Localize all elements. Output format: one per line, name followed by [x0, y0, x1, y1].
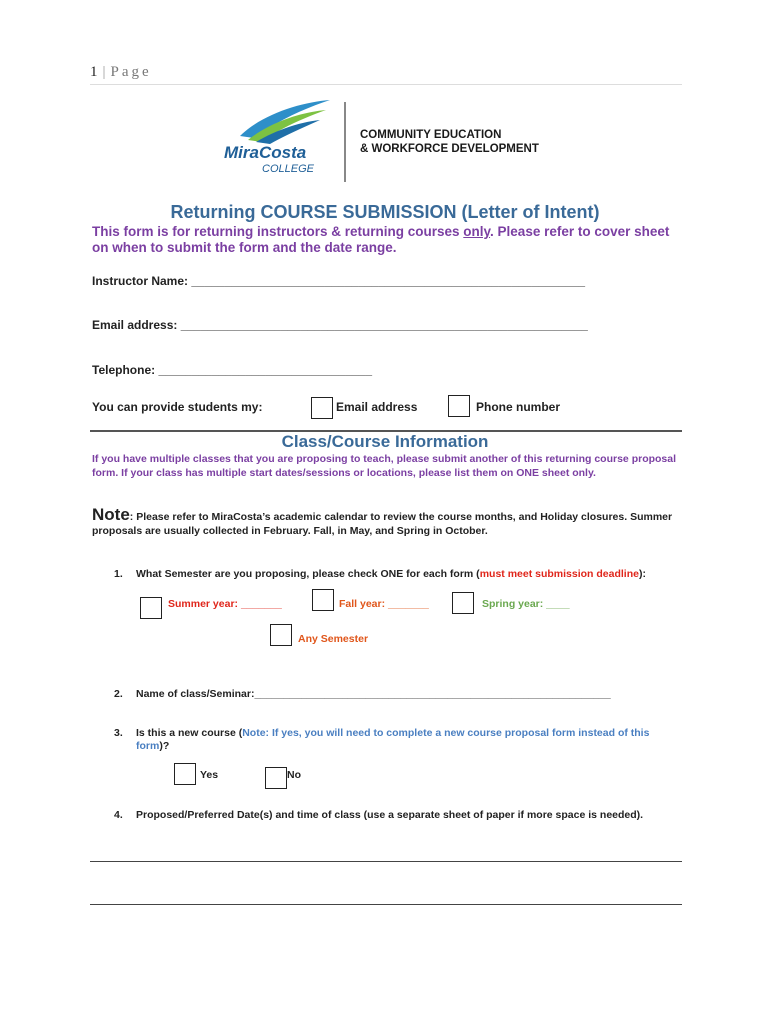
page-label: Page: [110, 64, 152, 80]
intro-text: [92, 224, 672, 256]
q3-text: [136, 727, 666, 753]
q3-note: Note: If yes, you will need to complete a new course proposal form instead of this form: [136, 727, 650, 752]
any-semester-checkbox[interactable]: [270, 624, 292, 646]
yes-label: Yes: [200, 769, 219, 781]
answer-line-1[interactable]: [90, 861, 682, 862]
section-title: Class/Course Information: [281, 432, 489, 451]
phone-checkbox[interactable]: [448, 395, 470, 417]
q1-text: [136, 568, 656, 581]
logo-divider: [344, 102, 346, 182]
logo-college-name: MiraCosta: [224, 143, 307, 162]
spring-checkbox[interactable]: [452, 592, 474, 614]
q3-number: 3.: [114, 727, 123, 739]
department-name: [360, 128, 539, 156]
no-label: No: [287, 769, 301, 781]
answer-line-2[interactable]: [90, 904, 682, 905]
email-option-label: Email address: [336, 400, 418, 414]
class-name-field[interactable]: Name of class/Seminar:_____________________________________________________________: [136, 688, 611, 700]
fall-checkbox[interactable]: [312, 589, 334, 611]
intro-underlined: only: [463, 224, 491, 239]
miracosta-logo: [222, 96, 352, 181]
q2-number: 2.: [114, 688, 123, 700]
note-text: : Please refer to MiraCosta’s academic calendar to review the course months, and Holiday closures. Summer proposals are usually collected in February. Fall, in May, and Spring in October.: [92, 511, 673, 537]
summer-year-field[interactable]: Summer year: _______: [168, 598, 282, 610]
q1-end: ):: [638, 568, 646, 580]
summer-checkbox[interactable]: [140, 597, 162, 619]
q3-question: Is this a new course (: [136, 727, 243, 739]
department-line-1: COMMUNITY EDUCATION: [360, 129, 502, 141]
department-line-2: & WORKFORCE DEVELOPMENT: [360, 143, 539, 155]
spring-year-field[interactable]: Spring year: ____: [482, 598, 570, 610]
yes-checkbox[interactable]: [174, 763, 196, 785]
page-separator: |: [102, 64, 107, 80]
page-number: [90, 64, 152, 81]
q1-number: 1.: [114, 568, 123, 580]
instructor-name-field[interactable]: Instructor Name: ___________________________________________________________: [92, 274, 586, 288]
intro-before: This form is for returning instructors & returning courses: [92, 224, 464, 239]
provide-label: You can provide students my:: [92, 400, 263, 414]
logo-college-word: COLLEGE: [262, 163, 314, 175]
q4-text: Proposed/Preferred Date(s) and time of class (use a separate sheet of paper if more space is needed).: [136, 809, 644, 821]
no-checkbox[interactable]: [265, 767, 287, 789]
intro-after: . Please refer to cover sheet on when to submit the form and the date range.: [92, 224, 670, 255]
fall-year-field[interactable]: Fall year: _______: [339, 598, 429, 610]
page-number-value: 1: [90, 64, 99, 80]
any-semester-label: Any Semester: [298, 633, 369, 645]
q3-end: )?: [159, 740, 170, 752]
multiple-classes-note: If you have multiple classes that you are proposing to teach, please submit another of this returning course proposal form. If your class has multiple start dates/sessions or locations, please list them on ONE sheet only.: [92, 453, 677, 479]
calendar-note: [92, 505, 682, 538]
note-label: Note: [92, 505, 130, 524]
phone-option-label: Phone number: [476, 400, 561, 414]
telephone-field[interactable]: Telephone: ________________________________: [92, 363, 373, 377]
email-address-field[interactable]: Email address: _____________________________________________________________: [92, 318, 588, 332]
q1-question: What Semester are you proposing, please check ONE for each form (: [136, 568, 480, 580]
q4-number: 4.: [114, 809, 123, 821]
header-rule: [90, 84, 682, 85]
q1-deadline: must meet submission deadline: [479, 568, 639, 580]
email-checkbox[interactable]: [311, 397, 333, 419]
form-title: Returning COURSE SUBMISSION (Letter of Intent): [170, 202, 600, 222]
